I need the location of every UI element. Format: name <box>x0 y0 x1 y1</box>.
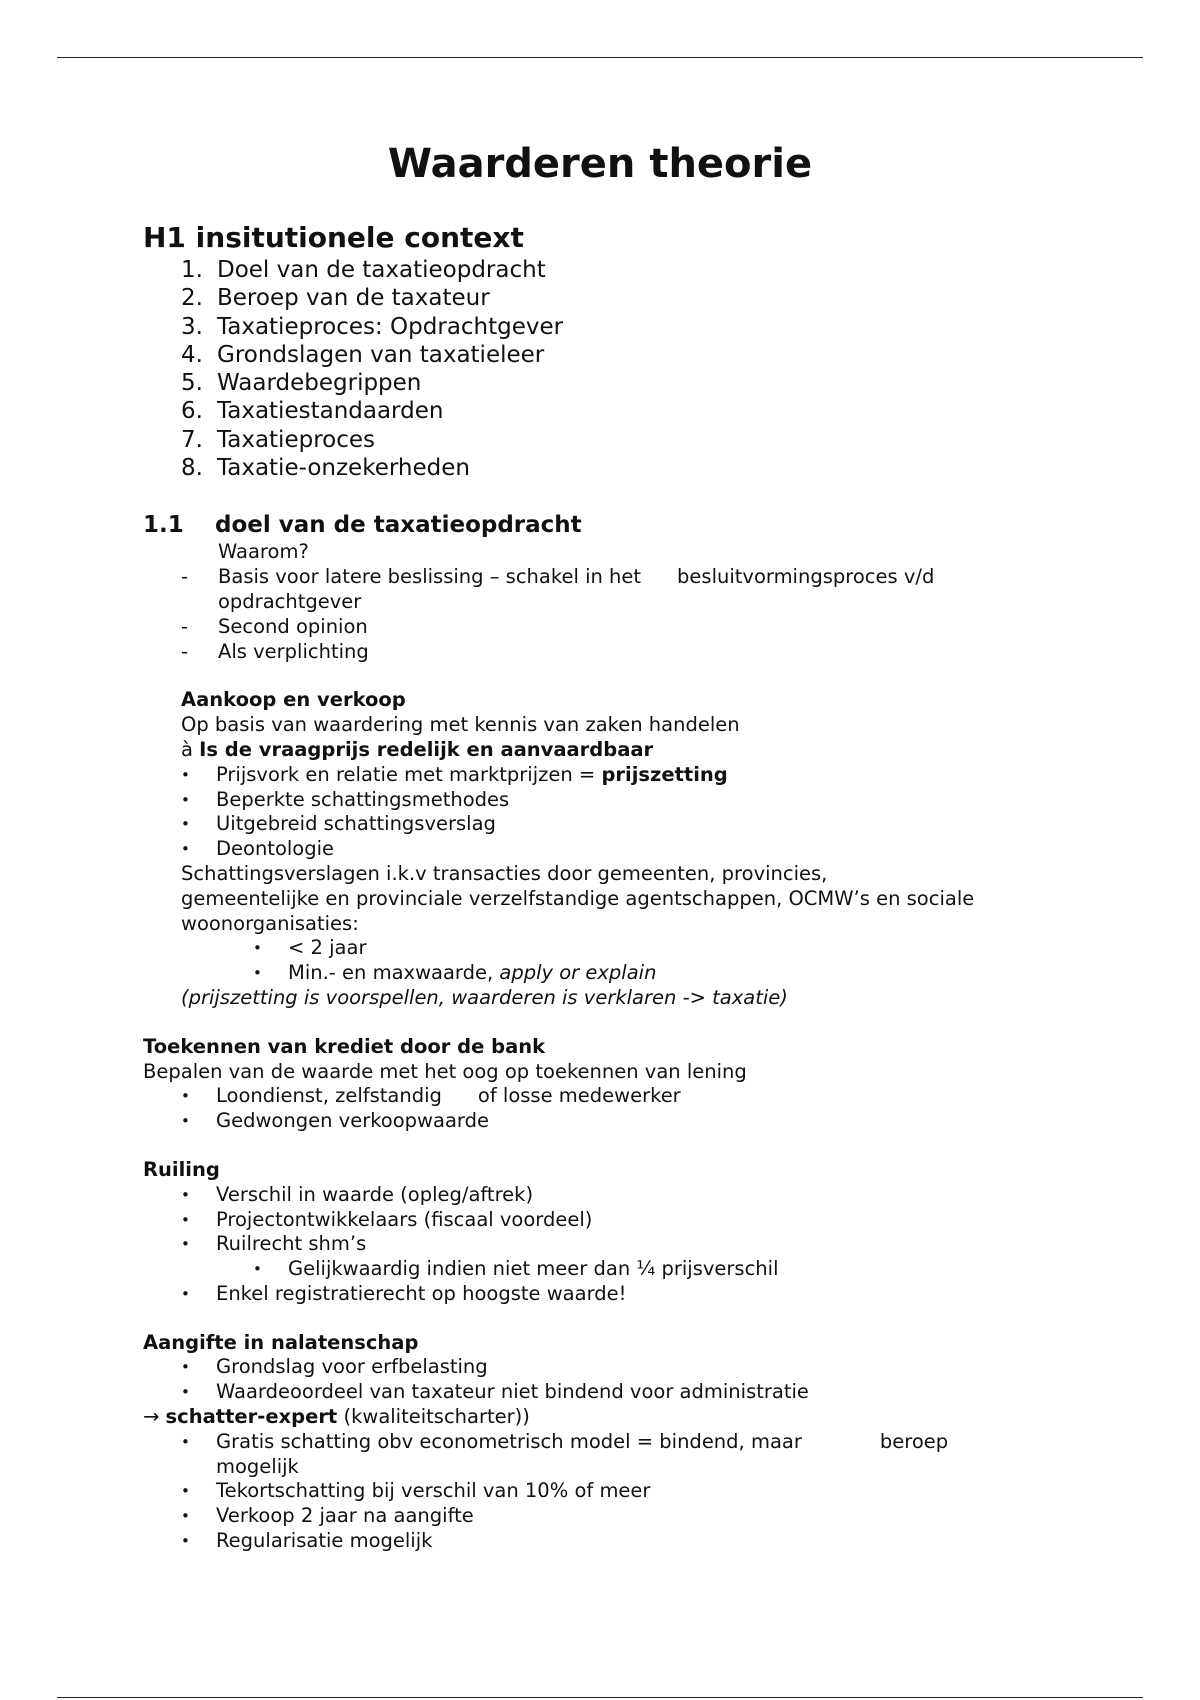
list-item: 2. Beroep van de taxateur <box>181 285 490 312</box>
list-item: • Min.- en maxwaarde, apply or explain <box>143 961 1103 986</box>
note: (prijszetting is voorspellen, waarderen is verklaren -> taxatie) <box>181 985 788 1009</box>
why-label: Waarom? <box>218 540 309 564</box>
document-body <box>143 220 1103 1554</box>
paragraph: Schattingsverslagen i.k.v transacties door gemeenten, provincies, <box>181 861 828 885</box>
list-item: • Gedwongen verkoopwaarde <box>143 1109 1103 1134</box>
aankoop-sublist <box>143 936 1103 986</box>
list-item: • Deontologie <box>143 837 1103 862</box>
header-rule <box>57 57 1143 58</box>
list-item: • Ruilrecht shm’s <box>143 1232 1103 1257</box>
list-item: - Second opinion <box>143 615 1103 640</box>
paragraph: Op basis van waardering met kennis van zaken handelen <box>181 713 740 737</box>
list-item: • Uitgebreid schattingsverslag <box>143 812 1103 837</box>
list-item: - Basis voor latere beslissing – schakel in het besluitvormingsproces v/d <box>143 565 1103 590</box>
ruiling-list-end <box>143 1282 1103 1307</box>
list-item: • < 2 jaar <box>143 936 1103 961</box>
paragraph: gemeentelijke en provinciale verzelfstandige agentschappen, OCMW’s en sociale <box>181 886 975 910</box>
list-item: 8. Taxatie-onzekerheden <box>181 455 470 482</box>
list-item: 1. Doel van de taxatieopdracht <box>181 257 546 283</box>
subsection-heading: Toekennen van krediet door de bank <box>143 1034 546 1058</box>
paragraph: → schatter-expert (kwaliteitscharter)) <box>143 1405 530 1429</box>
list-item: • Prijsvork en relatie met marktprijzen = prijszetting <box>143 763 1103 788</box>
list-item: • Regularisatie mogelijk <box>143 1529 1103 1554</box>
list-item: • Waardeoordeel van taxateur niet bindend voor administratie <box>143 1380 1103 1405</box>
list-item: 7. Taxatieproces <box>181 426 376 453</box>
paragraph: Bepalen van de waarde met het oog op toekennen van lening <box>143 1059 747 1083</box>
list-item: • Grondslag voor erfbelasting <box>143 1355 1103 1380</box>
list-item: 3. Taxatieproces: Opdrachtgever <box>181 313 564 340</box>
aangifte-list <box>143 1355 1103 1405</box>
list-item-continued: mogelijk <box>216 1454 299 1478</box>
aankoop-list <box>143 763 1103 862</box>
ruiling-sublist <box>143 1257 1103 1282</box>
list-item: - Als verplichting <box>143 640 1103 665</box>
subsection-heading: Aankoop en verkoop <box>181 688 406 712</box>
list-item: • Projectontwikkelaars (fiscaal voordeel) <box>143 1208 1103 1233</box>
chapter-heading: H1 insitutionele context <box>143 221 524 254</box>
list-item: 6. Taxatiestandaarden <box>181 398 444 425</box>
document-title: Waarderen theorie <box>387 141 813 187</box>
list-item: • Enkel registratierecht op hoogste waarde! <box>143 1282 1103 1307</box>
reasons-list <box>143 565 1103 664</box>
list-item: • Verschil in waarde (opleg/aftrek) <box>143 1183 1103 1208</box>
list-item-continued: opdrachtgever <box>218 589 362 613</box>
ruiling-list <box>143 1183 1103 1257</box>
subsection-heading: Ruiling <box>143 1157 220 1181</box>
list-item: • Tekortschatting bij verschil van 10% of meer <box>143 1479 1103 1504</box>
list-item: • Gratis schatting obv econometrisch model = bindend, maar beroep <box>143 1430 1103 1455</box>
table-of-contents <box>143 256 1103 482</box>
list-item: • Beperkte schattingsmethodes <box>143 788 1103 813</box>
section-heading: 1.1 doel van de taxatieopdracht <box>143 512 582 539</box>
paragraph: à Is de vraagprijs redelijk en aanvaardbaar <box>181 737 654 761</box>
paragraph: woonorganisaties: <box>181 911 359 935</box>
list-item: 5. Waardebegrippen <box>181 370 422 397</box>
footer-rule <box>57 1697 1143 1698</box>
list-item: • Verkoop 2 jaar na aangifte <box>143 1504 1103 1529</box>
list-item: • Loondienst, zelfstandig of losse medewerker <box>143 1084 1103 1109</box>
list-item: • Gelijkwaardig indien niet meer dan ¼ prijsverschil <box>143 1257 1103 1282</box>
subsection-heading: Aangifte in nalatenschap <box>143 1330 419 1354</box>
list-item: 4. Grondslagen van taxatieleer <box>181 341 545 368</box>
aangifte-list-2 <box>143 1430 1103 1554</box>
krediet-list <box>143 1084 1103 1134</box>
